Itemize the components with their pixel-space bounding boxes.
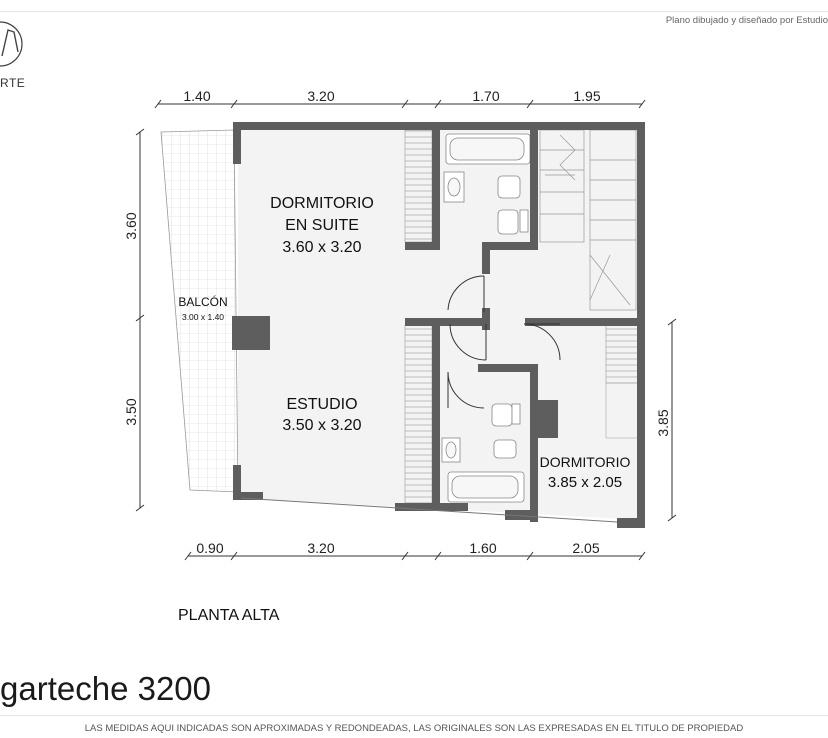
dim-top-3: 1.70 bbox=[472, 88, 500, 104]
dim-bottom-1: 0.90 bbox=[196, 540, 224, 556]
closet-dormitorio bbox=[606, 325, 638, 383]
suite-size: 3.60 x 3.20 bbox=[282, 239, 362, 256]
disclaimer-text: LAS MEDIDAS AQUI INDICADAS SON APROXIMADAS Y REDONDEADAS, LAS ORIGINALES SON LAS EXPRESADAS EN EL TITULO DE PROPIEDAD bbox=[84, 723, 744, 734]
top-dimension-line bbox=[155, 100, 645, 108]
dim-bottom-2: 3.20 bbox=[307, 540, 335, 556]
dim-right: 3.85 bbox=[655, 409, 671, 437]
balcon-name: BALCÓN bbox=[178, 295, 228, 309]
suite-name-line1: DORMITORIO bbox=[270, 195, 374, 212]
logo-text: RTE bbox=[0, 76, 26, 90]
dim-top-4: 1.95 bbox=[573, 88, 601, 104]
floor-label: PLANTA ALTA bbox=[178, 607, 280, 624]
left-dimension-line bbox=[136, 129, 144, 511]
dim-bottom-4: 2.05 bbox=[572, 540, 600, 556]
closet-suite bbox=[405, 130, 432, 242]
balcon-size: 3.00 x 1.40 bbox=[181, 312, 225, 322]
property-title: garteche 3200 bbox=[0, 670, 212, 707]
suite-name-line2: EN SUITE bbox=[285, 217, 359, 234]
dim-bottom-3: 1.60 bbox=[469, 540, 497, 556]
dim-top-1: 1.40 bbox=[183, 88, 211, 104]
estudio-name: ESTUDIO bbox=[286, 396, 358, 413]
balcony-area bbox=[161, 130, 238, 492]
credit-text: Plano dibujado y diseñado por Estudio bbox=[665, 15, 828, 26]
dormitorio-name: DORMITORIO bbox=[539, 454, 631, 470]
closet-estudio bbox=[405, 325, 432, 503]
dim-left-lower: 3.50 bbox=[123, 398, 139, 426]
dormitorio-size: 3.85 x 2.05 bbox=[547, 474, 623, 491]
dim-top-2: 3.20 bbox=[307, 88, 335, 104]
dim-left-upper: 3.60 bbox=[123, 212, 139, 240]
bottom-divider bbox=[0, 715, 828, 716]
estudio-size: 3.50 x 3.20 bbox=[282, 417, 362, 434]
